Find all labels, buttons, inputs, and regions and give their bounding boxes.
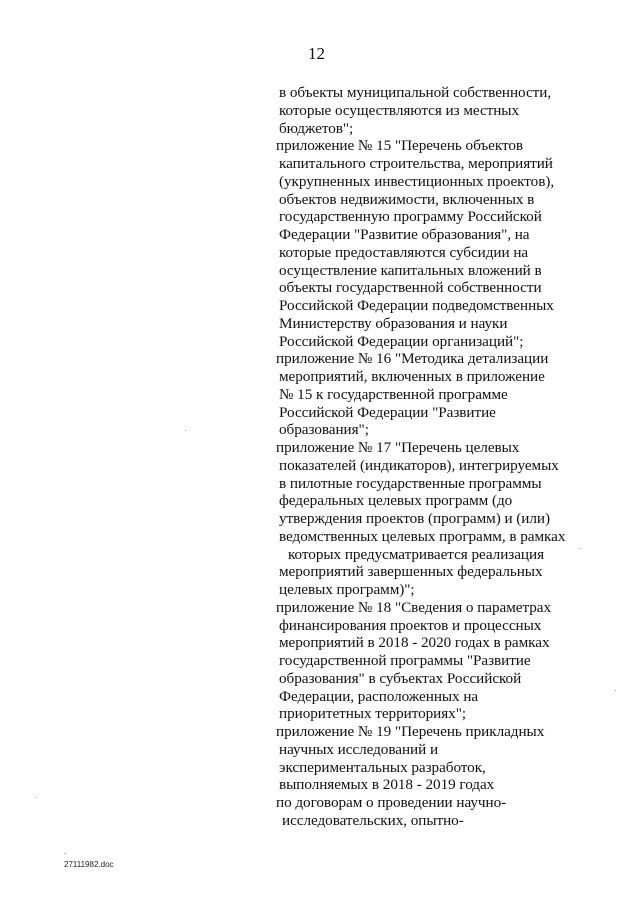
text-line: исследовательских, опытно- [282, 811, 464, 829]
text-line: мероприятий, включенных в приложение [279, 368, 545, 385]
text-line: приоритетных территориях"; [279, 705, 467, 723]
document-body-text [276, 84, 606, 830]
text-line: осуществление капитальных вложений в [279, 261, 542, 279]
text-line: государственной программы "Развитие [279, 652, 531, 669]
text-line: федеральных целевых программ (до [279, 492, 513, 510]
text-line: приложение № 19 "Перечень прикладных [276, 723, 545, 740]
text-line: по договорам о проведении научно- [276, 794, 507, 811]
text-line: бюджетов"; [279, 119, 354, 137]
text-line: Российской Федерации организаций"; [279, 332, 524, 350]
text-line: которые предоставляются субсидии на [279, 243, 529, 261]
text-line: утверждения проектов (программ) и (или) [279, 510, 551, 527]
text-line: которые осуществляются из местных [279, 101, 520, 119]
text-line: приложение № 18 "Сведения о параметрах [276, 598, 551, 616]
text-line: которых предусматривается реализация [288, 545, 545, 563]
text-line: Министерству образования и науки [279, 314, 508, 332]
text-line: целевых программ)"; [279, 581, 415, 598]
text-line: Федерации, расположенных на [279, 687, 479, 705]
scan-speck [185, 430, 186, 431]
footer-mark: - [64, 851, 67, 858]
scan-speck [579, 548, 580, 549]
text-line: № 15 к государственной программе [279, 385, 508, 403]
scan-speck [36, 797, 37, 798]
text-line: объекты государственной собственности [279, 279, 542, 297]
text-line: (укрупненных инвестиционных проектов), [279, 172, 555, 190]
text-line: ведомственных целевых программ, в рамках [279, 527, 566, 545]
text-line: приложение № 16 "Методика детализации [276, 350, 549, 368]
text-line: приложение № 17 "Перечень целевых [276, 439, 520, 456]
scan-speck [615, 690, 616, 691]
text-line: экспериментальных разработок, [279, 758, 486, 776]
text-line: Российской Федерации подведомственных [279, 297, 554, 314]
text-line: Федерации "Развитие образования", на [279, 226, 530, 243]
text-line: Российской Федерации "Развитие [279, 403, 496, 421]
text-line: показателей (индикаторов), интегрируемых [279, 456, 559, 474]
text-line: образования" в субъектах Российской [279, 669, 522, 687]
text-line: капитального строительства, мероприятий [279, 155, 553, 172]
page-number: 12 [308, 44, 325, 63]
text-line: научных исследований и [279, 740, 439, 758]
text-line: в объекты муниципальной собственности, [279, 84, 552, 101]
text-line: объектов недвижимости, включенных в [279, 190, 535, 208]
text-line: мероприятий завершенных федеральных [279, 563, 543, 581]
text-line: образования"; [279, 421, 369, 439]
text-line: выполняемых в 2018 - 2019 годах [279, 776, 495, 794]
footer-file-name: 27111982.doc [64, 860, 114, 869]
text-line: приложение № 15 "Перечень объектов [276, 137, 524, 155]
text-line: финансирования проектов и процессных [279, 616, 542, 634]
text-line: мероприятий в 2018 - 2020 годах в рамках [279, 634, 550, 652]
text-line: в пилотные государственные программы [279, 474, 542, 492]
text-line: государственную программу Российской [279, 208, 542, 226]
